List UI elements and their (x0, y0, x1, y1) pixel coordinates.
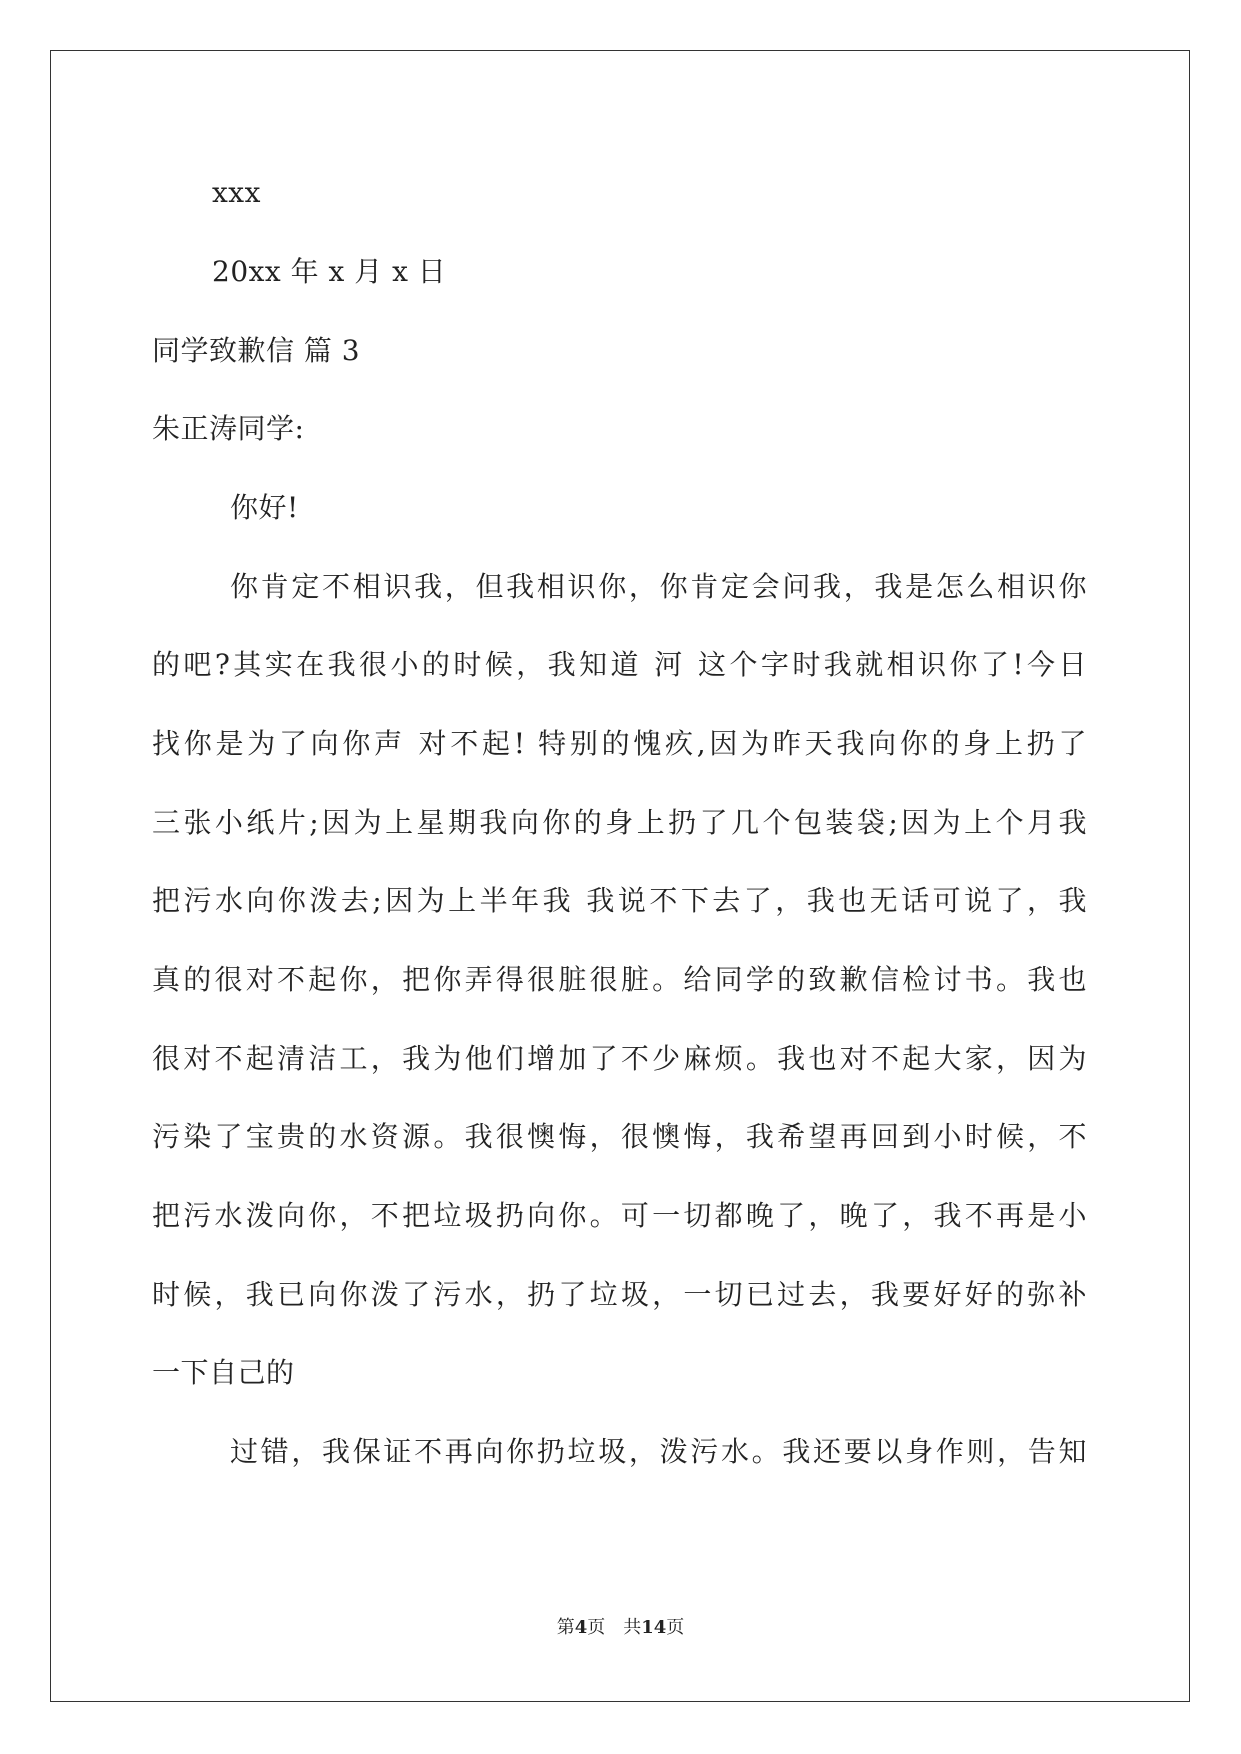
body-line: 把污水向你泼去;因为上半年我 我说不下去了，我也无话可说了，我 (152, 884, 1087, 917)
body-line: 三张小纸片;因为上星期我向你的身上扔了几个包装袋;因为上个月我 (152, 806, 1087, 839)
page-number-footer (0, 1617, 1241, 1639)
page-suffix: 页 (666, 1617, 685, 1638)
page-mid: 页 共 (587, 1617, 642, 1638)
signature: xxx (212, 176, 261, 209)
section-title: 同学致歉信 篇 3 (152, 334, 361, 367)
letter-date: 20xx 年 x 月 x 日 (212, 255, 447, 288)
salutation: 朱正涛同学: (152, 412, 305, 445)
body-line: 真的很对不起你，把你弄得很脏很脏。给同学的致歉信检讨书。我也 (152, 963, 1087, 996)
body-line: 一下自己的 (152, 1356, 295, 1389)
current-page-number: 4 (574, 1617, 588, 1638)
body-line: 时候，我已向你泼了污水，扔了垃圾，一切已过去，我要好好的弥补 (152, 1278, 1087, 1311)
body-line: 找你是为了向你声 对不起! 特别的愧疚,因为昨天我向你的身上扔了 (152, 727, 1087, 760)
greeting: 你好! (230, 491, 299, 524)
total-page-count: 14 (641, 1617, 667, 1638)
page-prefix: 第 (556, 1617, 575, 1638)
body-line: 你肯定不相识我，但我相识你，你肯定会问我，我是怎么相识你 (230, 570, 1087, 603)
last-paragraph-line: 过错，我保证不再向你扔垃圾，泼污水。我还要以身作则，告知 (230, 1435, 1087, 1468)
body-line: 把污水泼向你，不把垃圾扔向你。可一切都晚了，晚了，我不再是小 (152, 1199, 1087, 1232)
body-line: 很对不起清洁工，我为他们增加了不少麻烦。我也对不起大家，因为 (152, 1042, 1087, 1075)
body-line: 的吧?其实在我很小的时候，我知道 河 这个字时我就相识你了!今日 (152, 648, 1087, 681)
body-line: 污染了宝贵的水资源。我很懊悔，很懊悔，我希望再回到小时候，不 (152, 1120, 1087, 1153)
